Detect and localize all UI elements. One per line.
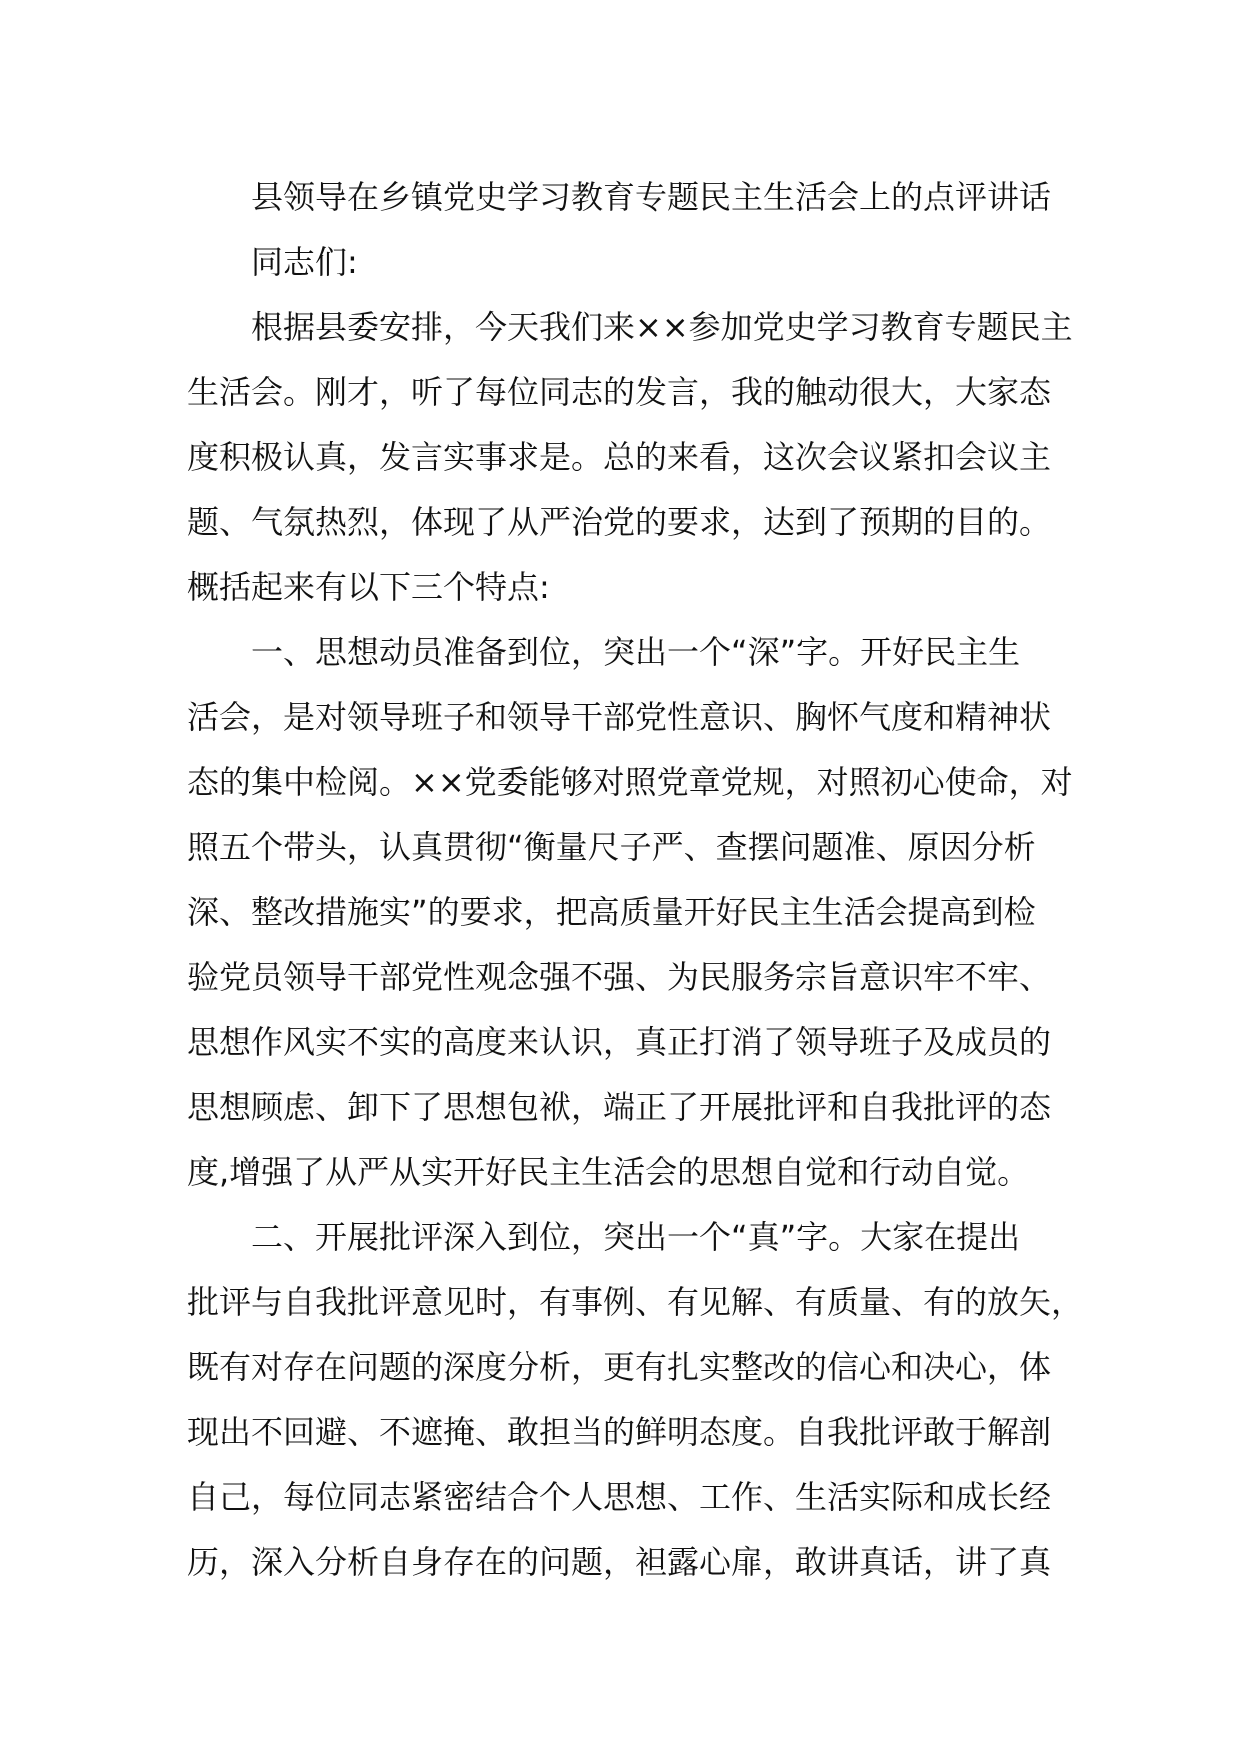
- paragraph-line: 根据县委安排，今天我们来××参加党史学习教育专题民主: [251, 308, 1073, 346]
- paragraph-line: 思想顾虑、卸下了思想包袱，端正了开展批评和自我批评的态: [187, 1088, 1052, 1126]
- paragraph-line: 态的集中检阅。××党委能够对照党章党规，对照初心使命，对: [187, 763, 1073, 801]
- paragraph-line: 现出不回避、不遮掩、敢担当的鲜明态度。自我批评敢于解剖: [187, 1413, 1052, 1451]
- paragraph-line: 批评与自我批评意见时，有事例、有见解、有质量、有的放矢，: [187, 1283, 1084, 1321]
- paragraph-line: 度,增强了从严从实开好民主生活会的思想自觉和行动自觉。: [187, 1153, 1030, 1191]
- paragraph-line: 历，深入分析自身存在的问题，袒露心扉，敢讲真话，讲了真: [187, 1543, 1052, 1581]
- paragraph-intro: [187, 295, 1077, 620]
- document-title: 县领导在乡镇党史学习教育专题民主生活会上的点评讲话: [251, 178, 1052, 216]
- salutation: 同志们:: [251, 243, 358, 281]
- paragraph-line: 生活会。刚才，听了每位同志的发言，我的触动很大，大家态: [187, 373, 1052, 411]
- paragraph-line: 验党员领导干部党性观念强不强、为民服务宗旨意识牢不牢、: [187, 958, 1052, 996]
- paragraph-line: 二、开展批评深入到位，突出一个“真”字。大家在提出: [251, 1218, 1021, 1256]
- paragraph-point-one: [187, 620, 1077, 1205]
- paragraph-line: 深、整改措施实”的要求，把高质量开好民主生活会提高到检: [187, 893, 1036, 931]
- paragraph-line: 题、气氛热烈，体现了从严治党的要求，达到了预期的目的。: [187, 503, 1052, 541]
- paragraph-line: 活会，是对领导班子和领导干部党性意识、胸怀气度和精神状: [187, 698, 1052, 736]
- paragraph-line: 照五个带头，认真贯彻“衡量尺子严、查摆问题准、原因分析: [187, 828, 1036, 866]
- paragraph-line: 思想作风实不实的高度来认识，真正打消了领导班子及成员的: [187, 1023, 1052, 1061]
- paragraph-line: 自己，每位同志紧密结合个人思想、工作、生活实际和成长经: [187, 1478, 1052, 1516]
- paragraph-line: 概括起来有以下三个特点:: [187, 568, 550, 606]
- document-body: [187, 165, 1084, 1595]
- paragraph-line: 既有对存在问题的深度分析，更有扎实整改的信心和决心，体: [187, 1348, 1052, 1386]
- paragraph-line: 度积极认真，发言实事求是。总的来看，这次会议紧扣会议主: [187, 438, 1052, 476]
- paragraph-line: 一、思想动员准备到位，突出一个“深”字。开好民主生: [251, 633, 1021, 671]
- paragraph-point-two: [187, 1205, 1084, 1595]
